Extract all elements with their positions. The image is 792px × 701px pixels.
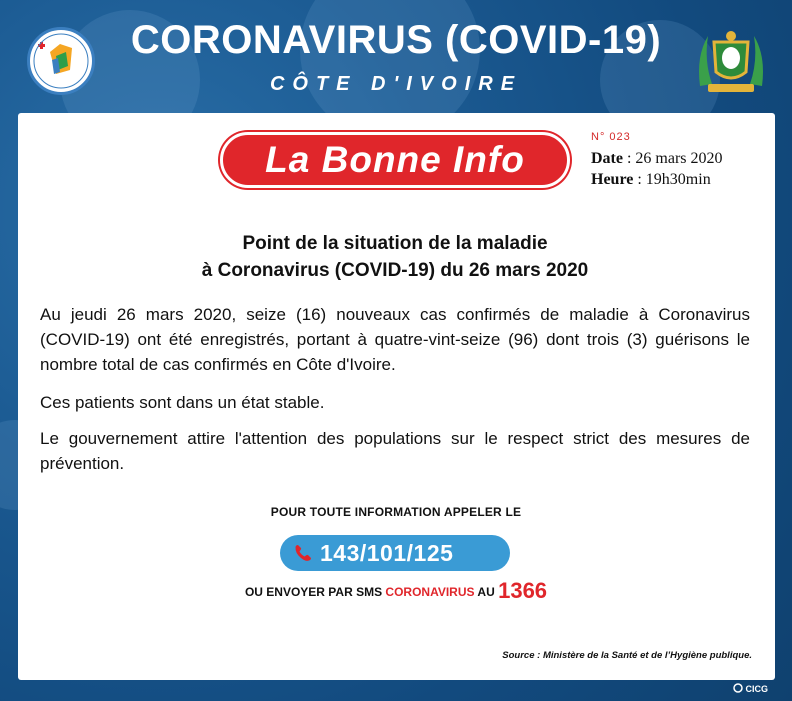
body-paragraph: Ces patients sont dans un état stable. (40, 393, 325, 412)
sms-number: 1366 (498, 578, 548, 603)
credit-logo (733, 683, 768, 694)
hotline-numbers[interactable] (280, 535, 510, 571)
date-value: : 26 mars 2020 (622, 150, 723, 167)
body-paragraph: Le gouvernement attire l'attention des populations sur le respect strict des mesures de prévention. (40, 429, 750, 473)
date-label: Date (591, 150, 623, 167)
sms-mid: AU (474, 585, 499, 599)
hotline-numbers-text: 143/101/125 (320, 540, 454, 566)
heading-line-1: Point de la situation de la maladie (242, 233, 548, 254)
time-label: Heure (591, 171, 634, 188)
page-subtitle: CÔTE D'IVOIRE (269, 73, 523, 95)
page-title: CORONAVIRUS (COVID-19) (130, 18, 662, 62)
bulletin-number: N° 023 (591, 131, 631, 143)
bulletin-date (591, 150, 723, 168)
contact-label: POUR TOUTE INFORMATION APPELER LE (270, 505, 522, 519)
credit-text: CICG (745, 684, 769, 694)
situation-heading (40, 230, 750, 284)
body-paragraph: Au jeudi 26 mars 2020, seize (16) nouveaux cas confirmés de maladie à Coronavirus (COVID-19) ont été enregistrés, portant à quatre-vint-seize (96) dont trois (3) guérisons le nombre total de cas confirmés en Côte d'Ivoire. (40, 305, 750, 374)
sms-prefix: OU ENVOYER PAR SMS (244, 585, 386, 599)
cicg-icon (733, 683, 743, 693)
heading-line-2: à Coronavirus (COVID-19) du 26 mars 2020 (201, 260, 589, 281)
cote-divoire-coat-of-arms-icon (690, 26, 772, 98)
sms-instruction (0, 578, 792, 604)
sms-keyword: CORONAVIRUS (385, 585, 475, 599)
bulletin-badge: La Bonne Info (220, 132, 570, 188)
bulletin-time (591, 171, 711, 189)
phone-icon (293, 543, 313, 563)
source-note: Source : Ministère de la Santé et de l’Hygiène publique. (502, 650, 752, 661)
time-value: : 19h30min (633, 171, 711, 188)
